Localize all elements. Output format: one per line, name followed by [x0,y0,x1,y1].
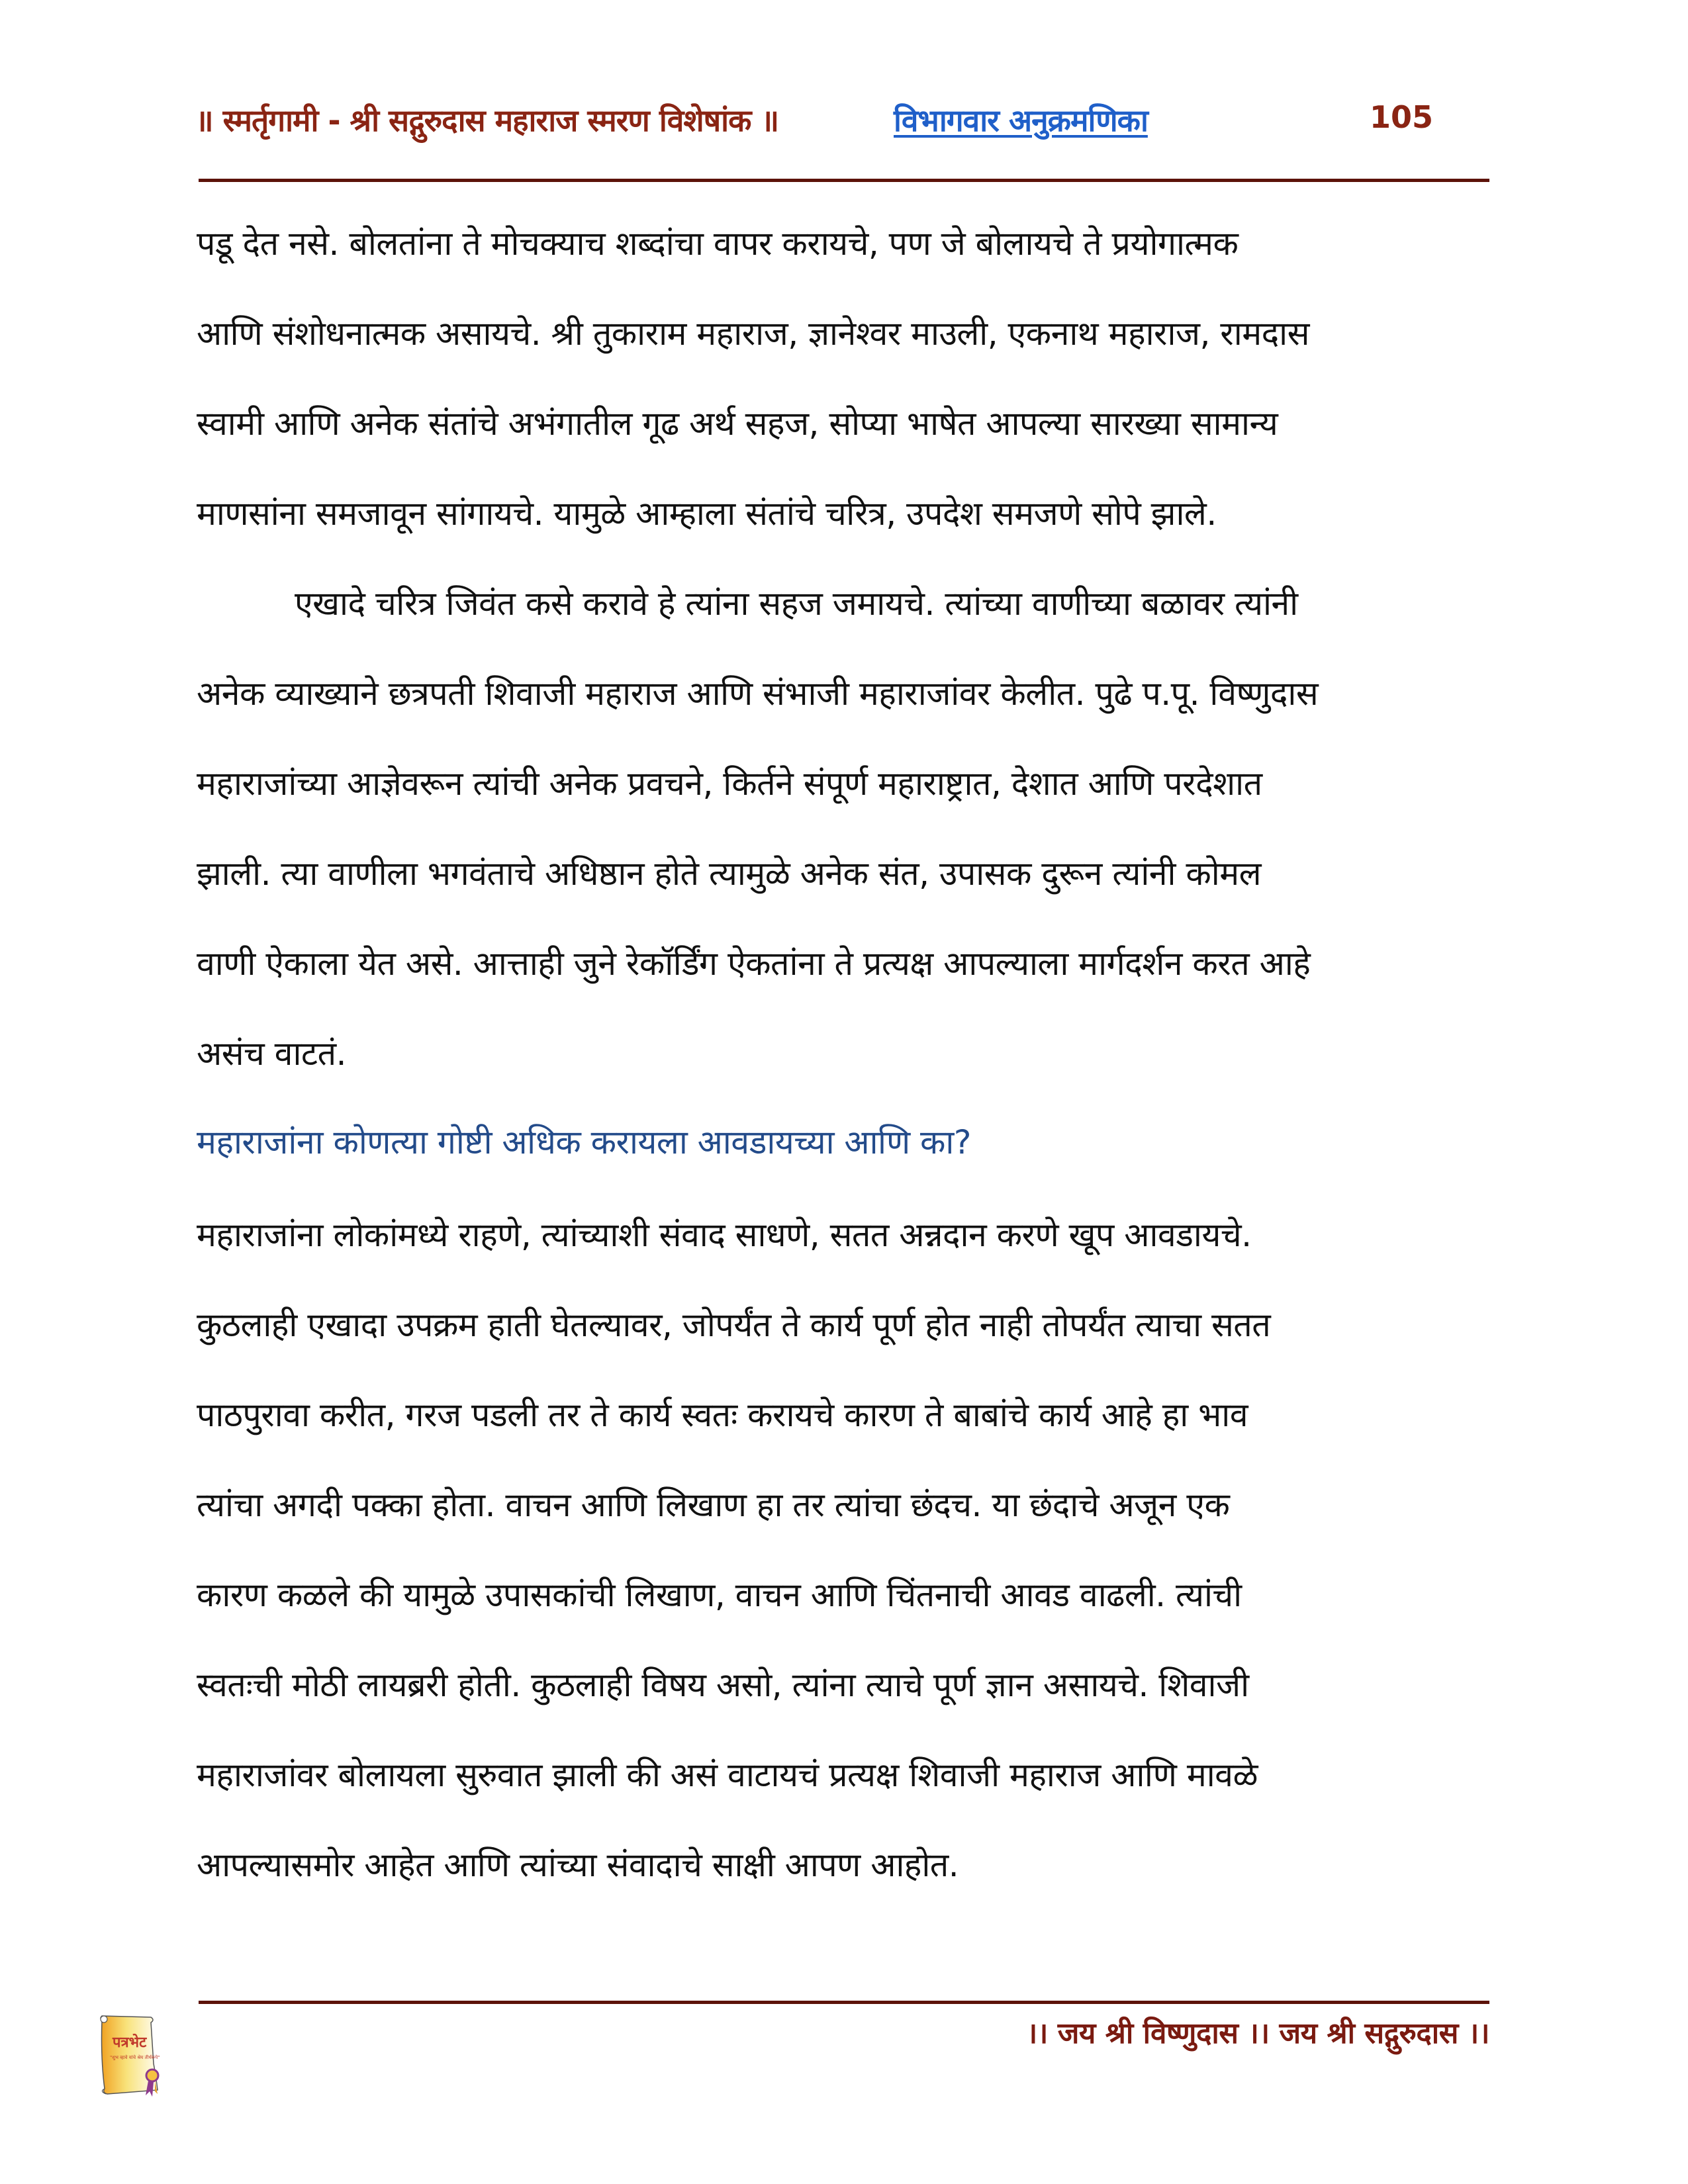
paragraph-line: आपल्यासमोर आहेत आणि त्यांच्या संवादाचे साक्षी आपण आहोत. [197,1846,959,1884]
paragraph-line: पाठपुरावा करीत, गरज पडली तर ते कार्य स्वतः करायचे कारण ते बाबांचे कार्य आहे हा भाव [197,1396,1248,1434]
footer-text: ।। जय श्री विष्णुदास ।। जय श्री सद्गुरुदास ।। [1026,2017,1489,2050]
paragraph-line: महाराजांच्या आज्ञेवरून त्यांची अनेक प्रवचने, किर्तने संपूर्ण महाराष्ट्रात, देशात आणि परदेशात [197,764,1262,803]
paragraph-line: अनेक व्याख्याने छत्रपती शिवाजी महाराज आणि संभाजी महाराजांवर केलीत. पुढे प.पू. विष्णुदास [197,674,1319,713]
patrabhet-scroll-logo [93,2012,165,2101]
paragraph-line: स्वतःची मोठी लायब्ररी होती. कुठलाही विषय असो, त्यांना त्याचे पूर्ण ज्ञान असायचे. शिवाजी [197,1666,1249,1704]
publication-title: ॥ स्मर्तृगामी - श्री सद्गुरुदास महाराज स्मरण विशेषांक ॥ [195,103,778,138]
paragraph-line: महाराजांवर बोलायला सुरुवात झाली की असं वाटायचं प्रत्यक्ष शिवाजी महाराज आणि मावळे [197,1756,1258,1794]
paragraph-line: महाराजांना लोकांमध्ये राहणे, त्यांच्याशी संवाद साधणे, सतत अन्नदान करणे खूप आवडायचे. [197,1216,1252,1254]
body-text-section-2 [197,1190,1494,1910]
page-number: 105 [1369,99,1433,135]
body-text [197,199,1494,1099]
paragraph-line: स्वामी आणि अनेक संतांचे अभंगातील गूढ अर्थ सहज, सोप्या भाषेत आपल्या सारख्या सामान्य [197,404,1278,443]
paragraph-line: एखादे चरित्र जिवंत कसे करावे हे त्यांना सहज जमायचे. त्यांच्या वाणीच्या बळावर त्यांनी [295,584,1298,623]
paragraph-line: झाली. त्या वाणीला भगवंताचे अधिष्ठान होते त्यामुळे अनेक संत, उपासक दुरून त्यांनी कोमल [197,854,1262,893]
paragraph-line: पडू देत नसे. बोलतांना ते मोचक्याच शब्दांचा वापर करायचे, पण जे बोलायचे ते प्रयोगात्मक [197,224,1239,263]
logo-title: पत्रभेट [113,2034,147,2051]
section-index-link[interactable]: विभागवार अनुक्रमणिका [894,103,1148,138]
footer-divider [199,2001,1489,2004]
paragraph-line: कारण कळले की यामुळे उपासकांची लिखाण, वाचन आणि चिंतनाची आवड वाढली. त्यांची [197,1576,1242,1614]
header-divider [199,179,1489,182]
paragraph-line: कुठलाही एखादा उपक्रम हाती घेतल्यावर, जोपर्यंत ते कार्य पूर्ण होत नाही तोपर्यंत त्याचा सतत [197,1306,1271,1344]
paragraph-line: त्यांचा अगदी पक्का होता. वाचन आणि लिखाण हा तर त्यांचा छंदच. या छंदाचे अजून एक [197,1486,1230,1524]
page-header [195,99,1489,152]
paragraph-line: असंच वाटतं. [197,1034,346,1073]
paragraph-line: आणि संशोधनात्मक असायचे. श्री तुकाराम महाराज, ज्ञानेश्वर माउली, एकनाथ महाराज, रामदास [197,314,1309,353]
paragraph-line: माणसांना समजावून सांगायचे. यामुळे आम्हाला संतांचे चरित्र, उपदेश समजणे सोपे झाले. [197,494,1217,533]
logo-tagline: "शुभ व्हावे यांचे श्रेय तीर्थरूपे" [110,2055,160,2060]
paragraph-line: वाणी ऐकाला येत असे. आत्ताही जुने रेकॉर्डिंग ऐकतांना ते प्रत्यक्ष आपल्याला मार्गदर्शन करत आहे [197,944,1311,983]
section-heading: महाराजांना कोणत्या गोष्टी अधिक करायला आवडायच्या आणि का? [197,1123,971,1161]
